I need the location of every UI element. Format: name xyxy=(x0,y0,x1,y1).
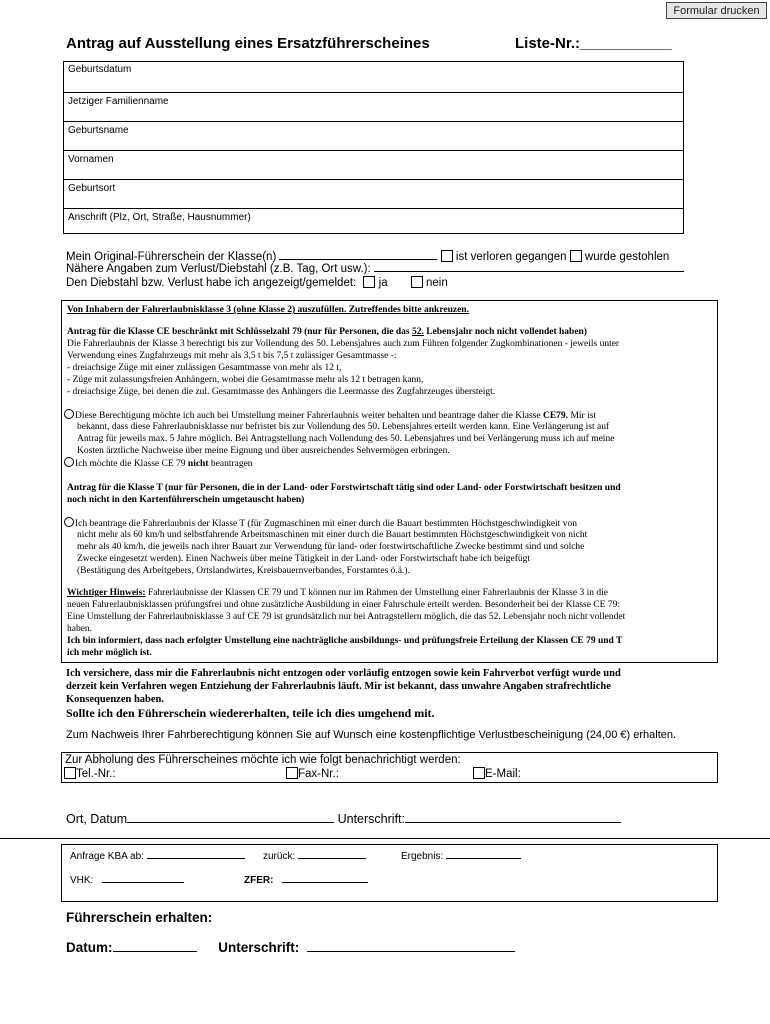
field-label: Geburtsname xyxy=(68,125,129,136)
form-title: Antrag auf Ausstellung eines Ersatzführerscheines xyxy=(66,35,430,52)
t-line-3: Zwecke eingesetzt werden). Einen Nachweis über meine Tätigkeit in der Land- oder Forstwirtschaft habe ich beigefügt xyxy=(77,554,531,564)
zfer-label: ZFER: xyxy=(244,875,274,886)
t-heading-1: Antrag für die Klasse T (nur für Personen, die in der Land- oder Forstwirtschaft tätig sind oder Land- oder Forstwirtschaft besitzen und xyxy=(67,483,621,493)
ce79-option-decline xyxy=(64,457,253,470)
assurance-line: derzeit kein Verfahren wegen Entziehung der Fahrerlaubnis läuft. Mir ist bekannt, dass unwahre Angaben strafrechtliche xyxy=(66,681,611,692)
hint-line-2: neuen Fahrerlaubnisklassen prüfungsfrei und ohne zusätzliche Ausbildung in einer Fahrschule erteilt werden. Besonderheit bei der Klasse CE 79: xyxy=(67,600,620,610)
signature-row xyxy=(66,812,621,826)
ce79-keep-line-3: Kosten ärztliche Nachweise über meine Eignung und über ausreichendes Sehvermögen erbringen. xyxy=(77,446,450,456)
email-checkbox[interactable] xyxy=(473,767,485,779)
loss-details-line[interactable] xyxy=(374,270,684,272)
lost-label: ist verloren gegangen xyxy=(455,251,567,263)
kba-line[interactable] xyxy=(147,857,245,859)
reported-no-checkbox[interactable] xyxy=(411,276,423,288)
reported-label: Den Diebstahl bzw. Verlust habe ich angezeigt/gemeldet: xyxy=(66,277,357,289)
zfer-field xyxy=(244,875,368,886)
ce79-keep-line-1: bekannt, dass diese Fahrerlaubnisklasse nur befristet bis zur Vollendung des 50. Lebensjahres erteilt werden kann. Eine Verlängerung ist auf xyxy=(77,422,610,432)
vhk-field xyxy=(70,875,184,886)
t-line-1: nicht mehr als 60 km/h und selbstfahrende Arbeitsmaschinen mit einer durch die Bauart bestimmten Höchstgeschwindigkeit von nicht xyxy=(77,530,588,540)
field-label: Vornamen xyxy=(68,154,114,165)
fax-label: Fax-Nr.: xyxy=(298,768,339,780)
reported-yes-checkbox[interactable] xyxy=(363,276,375,288)
lost-checkbox[interactable] xyxy=(441,250,453,262)
hint-line-3: Eine Umstellung der Fahrerlaubnisklasse 3 auf CE 79 ist grundsätzlich nur bei Antragstellern möglich, die das 52. Lebensjahr noch nicht vollendet xyxy=(67,612,626,622)
ce-heading-b: Lebensjahr noch nicht vollendet haben) xyxy=(423,327,588,337)
field-row[interactable] xyxy=(64,208,683,234)
back-field xyxy=(263,851,366,862)
hint-line-4: haben. xyxy=(67,624,93,634)
field-row[interactable] xyxy=(64,179,683,209)
t-option-text: Ich beantrage die Fahrerlaubnis der Klasse T (für Zugmaschinen mit einer durch die Bauart bestimmten Höchstgeschwindigkeit von xyxy=(75,519,577,529)
assurance-line: Ich versichere, dass mir die Fahrerlaubnis nicht entzogen oder vorläufig entzogen sowie kein Fahrverbot verfügt wurde und xyxy=(66,668,621,679)
pickup-email xyxy=(473,767,521,780)
field-label: Geburtsort xyxy=(68,183,116,194)
t-line-4: (Bestätigung des Arbeitgebers, Ortslandwirtes, Kreisbauernverbandes, Forstamtes ö.ä.). xyxy=(77,566,410,576)
received-row xyxy=(66,940,515,955)
t-line-2: mehr als 40 km/h, die jeweils nach ihrer Bauart zur Verwendung für land- oder forstwirtschaftliche Zwecke bestimmt sind und solche xyxy=(77,542,585,552)
class3-heading: Von Inhabern der Fahrerlaubnisklasse 3 (ohne Klasse 2) auszufüllen. Zutreffendes bitte ankreuzen. xyxy=(67,305,469,315)
loss-line-2 xyxy=(66,263,684,275)
ce79-keep-text: Diese Berechtigung möchte ich auch bei Umstellung meiner Fahrerlaubnis weiter behalten und beantrage daher die Klasse xyxy=(75,411,543,421)
received-date-label: Datum: xyxy=(66,940,113,955)
proof-note: Zum Nachweis Ihrer Fahrberechtigung können Sie auf Wunsch eine kostenpflichtige Verlustbescheinigung (24,00 €) erhalten. xyxy=(66,729,677,741)
loss-line-1 xyxy=(66,250,669,263)
ce79-keep-radio[interactable] xyxy=(64,409,74,419)
field-row[interactable] xyxy=(64,150,683,180)
pickup-tel xyxy=(64,767,116,780)
back-label: zurück: xyxy=(263,851,296,862)
t-apply-radio[interactable] xyxy=(64,517,74,527)
received-date-line[interactable] xyxy=(113,950,197,952)
ce-list-2: - Züge mit zulassungsfreien Anhängern, wobei die Gesamtmasse mehr als 12 t betragen kann, xyxy=(67,375,424,385)
zfer-line[interactable] xyxy=(282,881,368,883)
print-form-button[interactable]: Formular drucken xyxy=(666,2,767,19)
separator xyxy=(0,838,770,839)
class3-box xyxy=(61,300,718,663)
signature-label: Unterschrift: xyxy=(337,812,405,826)
field-label: Jetziger Familienname xyxy=(68,96,169,107)
info-line-1: Ich bin informiert, dass nach erfolgter Umstellung eine nachträgliche ausbildungs- und prüfungsfreie Erteilung der Klassen CE 79 und T xyxy=(67,636,623,646)
back-line[interactable] xyxy=(298,857,366,859)
result-line[interactable] xyxy=(446,857,521,859)
ce79-keep-text-b: Mir ist xyxy=(568,411,597,421)
ce-text-1: Die Fahrerlaubnis der Klasse 3 berechtigt bis zur Vollendung des 50. Lebensjahres auch zum Führen folgender Zugkombinationen - jeweils unter xyxy=(67,339,620,349)
t-heading-2: noch nicht in den Kartenführerschein umgetauscht haben) xyxy=(67,495,305,505)
pickup-box xyxy=(61,752,718,783)
loss-details-label: Nähere Angaben zum Verlust/Diebstahl (z.B. Tag, Ort usw.): xyxy=(66,263,371,275)
ce79-decline-text-b: beantragen xyxy=(208,459,253,469)
assurance-text xyxy=(66,667,621,706)
ce79-decline-radio[interactable] xyxy=(64,457,74,467)
ce-heading xyxy=(67,326,587,338)
signature-line[interactable] xyxy=(405,821,621,823)
pickup-fax xyxy=(286,767,339,780)
class-input-line[interactable] xyxy=(279,258,437,260)
received-title: Führerschein erhalten: xyxy=(66,910,213,925)
hint-label: Wichtiger Hinweis: xyxy=(67,588,146,598)
field-label: Anschrift (Plz, Ort, Straße, Hausnummer) xyxy=(68,212,251,223)
assurance-line: Konsequenzen haben. xyxy=(66,694,165,705)
loss-line-3 xyxy=(66,276,448,289)
received-signature-label: Unterschrift: xyxy=(218,940,300,955)
stolen-label: wurde gestohlen xyxy=(584,251,670,263)
field-row[interactable] xyxy=(64,121,683,151)
ce79-class: CE79. xyxy=(542,411,569,421)
info-line-2: ich mehr möglich ist. xyxy=(67,648,152,658)
tel-label: Tel.-Nr.: xyxy=(76,768,116,780)
received-signature-line[interactable] xyxy=(307,950,515,952)
field-row[interactable] xyxy=(64,92,683,122)
fax-checkbox[interactable] xyxy=(286,767,298,779)
field-row[interactable] xyxy=(64,62,683,92)
ce-list-3: - dreiachsige Züge, bei denen die zul. Gesamtmasse des Anhängers die Leermasse des Zugfahrzeuges übersteigt. xyxy=(67,387,496,397)
kba-field xyxy=(70,851,245,862)
ce79-keep-line-2: Antrag für jeweils max. 5 Jahre möglich. Bei Antragstellung nach Vollendung des 50. Lebensjahres und bei Verlängerung muss ich auf meine xyxy=(77,434,615,444)
ce-text-2: Verwendung eines Zugfahrzeugs mit mehr als 3,5 t bis 7,5 t zulässiger Gesamtmasse -: xyxy=(67,351,397,361)
ce79-decline-not: nicht xyxy=(187,459,209,469)
loss-class-label: Mein Original-Führerschein der Klasse(n) xyxy=(66,251,277,263)
hint-line-1 xyxy=(67,587,608,599)
result-label: Ergebnis: xyxy=(401,851,444,862)
email-label: E-Mail: xyxy=(485,768,521,780)
vhk-line[interactable] xyxy=(102,881,184,883)
return-note: Sollte ich den Führerschein wiedererhalten, teile ich dies umgehend mit. xyxy=(66,706,435,720)
tel-checkbox[interactable] xyxy=(64,767,76,779)
stolen-checkbox[interactable] xyxy=(570,250,582,262)
ce-heading-age: 52. xyxy=(411,327,424,337)
list-number: Liste-Nr.:___________ xyxy=(515,35,672,52)
ce-heading-a: Antrag für die Klasse CE beschränkt mit Schlüsselzahl 79 (nur für Personen, die das xyxy=(67,327,412,337)
hint-text: Fahrerlaubnisse der Klassen CE 79 und T können nur im Rahmen der Umstellung einer Fahrerlaubnis der Klasse 3 in die xyxy=(145,588,608,598)
pickup-title: Zur Abholung des Führerscheines möchte ich wie folgt benachrichtigt werden: xyxy=(65,754,461,766)
place-date-line[interactable] xyxy=(127,821,334,823)
kba-label: Anfrage KBA ab: xyxy=(70,851,144,862)
vhk-label: VHK: xyxy=(70,875,94,886)
office-box xyxy=(61,844,718,902)
place-date-label: Ort, Datum xyxy=(66,812,128,826)
ce79-decline-text: Ich möchte die Klasse CE 79 xyxy=(75,459,188,469)
field-label: Geburtsdatum xyxy=(68,64,132,75)
yes-label: ja xyxy=(378,277,388,289)
result-field xyxy=(401,851,521,862)
no-label: nein xyxy=(426,277,448,289)
ce-list-1: - dreiachsige Züge mit einer zulässigen Gesamtmasse von mehr als 12 t, xyxy=(67,363,342,373)
personal-data-table xyxy=(63,61,684,234)
